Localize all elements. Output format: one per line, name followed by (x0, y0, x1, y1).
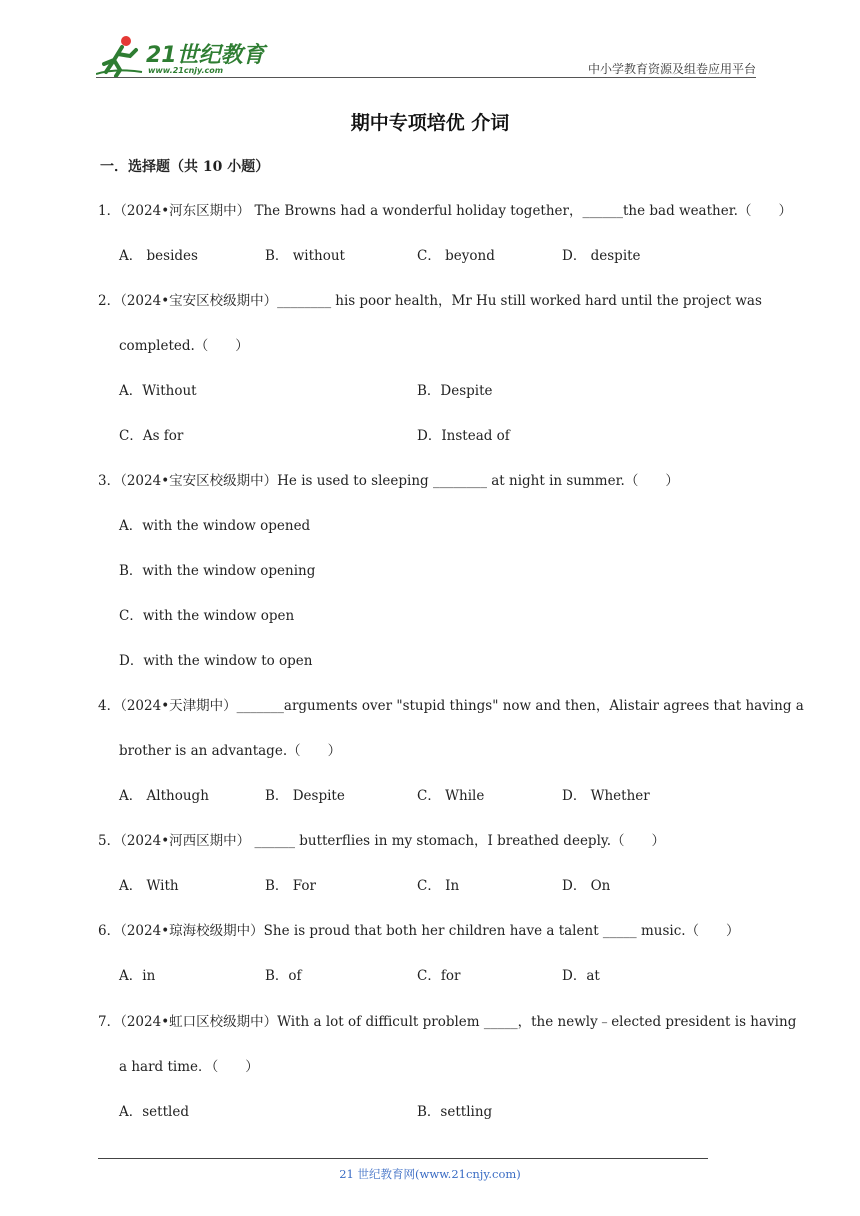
section-heading: 一．选择题（共 10 小题） (100, 159, 270, 175)
q2-word: project (682, 293, 732, 309)
q2-word: was (735, 293, 762, 309)
page-title: 期中专项培优 介词 (350, 112, 510, 134)
question-4-stem: 4．（2024•天津期中）_______arguments over "stupid things" now and then，Alistair agrees that having a (98, 698, 804, 714)
q2-word: the (656, 293, 679, 309)
q3-option-d: D．with the window to open (119, 653, 313, 669)
runner-icon (96, 34, 144, 78)
q2-option-a: A．Without (119, 383, 197, 399)
footer-link[interactable]: 21 世纪教育网(www.21cnjy.com) (339, 1167, 521, 1181)
q1-option-d: D． despite (562, 248, 641, 264)
q6-option-c: C．for (417, 968, 461, 984)
q2-word: still (500, 293, 526, 309)
q1-option-b: B． without (265, 248, 345, 264)
q2-option-c: C．As for (119, 428, 184, 444)
q6-option-d: D．at (562, 968, 600, 984)
q2-word: worked (529, 293, 581, 309)
q2-word: Hu (475, 293, 497, 309)
question-2-stem (98, 292, 762, 310)
question-6-stem: 6．（2024•琼海校级期中）She is proud that both her children have a talent _____ music.（ ） (98, 923, 740, 939)
q3-option-c: C．with the window open (119, 608, 295, 624)
q2-word: his (335, 293, 356, 309)
q5-option-c: C． In (417, 878, 460, 894)
q4-option-c: C． While (417, 788, 485, 804)
question-2-stem-cont: completed.（ ） (119, 338, 249, 354)
q2-option-b: B．Despite (417, 383, 493, 399)
question-1-stem: 1．（2024•河东区期中） The Browns had a wonderful holiday together，______the bad weather.（ ） (98, 203, 792, 219)
question-4-stem-cont: brother is an advantage.（ ） (119, 743, 342, 759)
q7-option-a: A．settled (119, 1104, 189, 1120)
site-logo (96, 34, 266, 78)
q1-option-a: A． besides (119, 248, 198, 264)
q5-option-d: D． On (562, 878, 611, 894)
site-slogan: 中小学教育资源及组卷应用平台 (587, 62, 756, 76)
q2-word: health，Mr (394, 293, 472, 309)
q2-word: 2．（2024•宝安区校级期中）________ (98, 293, 332, 309)
q3-option-a: A．with the window opened (119, 518, 311, 534)
q7-option-b: B．settling (417, 1104, 493, 1120)
q4-option-b: B． Despite (265, 788, 345, 804)
q6-option-a: A．in (119, 968, 156, 984)
q6-option-b: B．of (265, 968, 302, 984)
q1-option-c: C． beyond (417, 248, 495, 264)
q2-word: poor (359, 293, 391, 309)
q5-option-b: B． For (265, 878, 316, 894)
logo-url: www.21cnjy.com (148, 66, 224, 75)
header-divider (96, 77, 756, 78)
question-3-stem: 3．（2024•宝安区校级期中）He is used to sleeping ________ at night in summer.（ ） (98, 473, 679, 489)
footer-divider (98, 1158, 708, 1159)
question-7-stem: 7．（2024•虹口区校级期中）With a lot of difficult problem _____，the newly﹣elected president is having (98, 1014, 797, 1030)
q3-option-b: B．with the window opening (119, 563, 316, 579)
q4-option-a: A． Although (119, 788, 209, 804)
question-5-stem: 5．（2024•河西区期中） ______ butterflies in my stomach，I breathed deeply.（ ） (98, 833, 666, 849)
question-7-stem-cont: a hard time．（ ） (119, 1059, 259, 1075)
q2-option-d: D．Instead of (417, 428, 510, 444)
q4-option-d: D． Whether (562, 788, 650, 804)
logo-text: 21世纪教育 (146, 43, 265, 68)
q2-word: until (621, 293, 653, 309)
q2-word: hard (585, 293, 617, 309)
q5-option-a: A． With (119, 878, 179, 894)
